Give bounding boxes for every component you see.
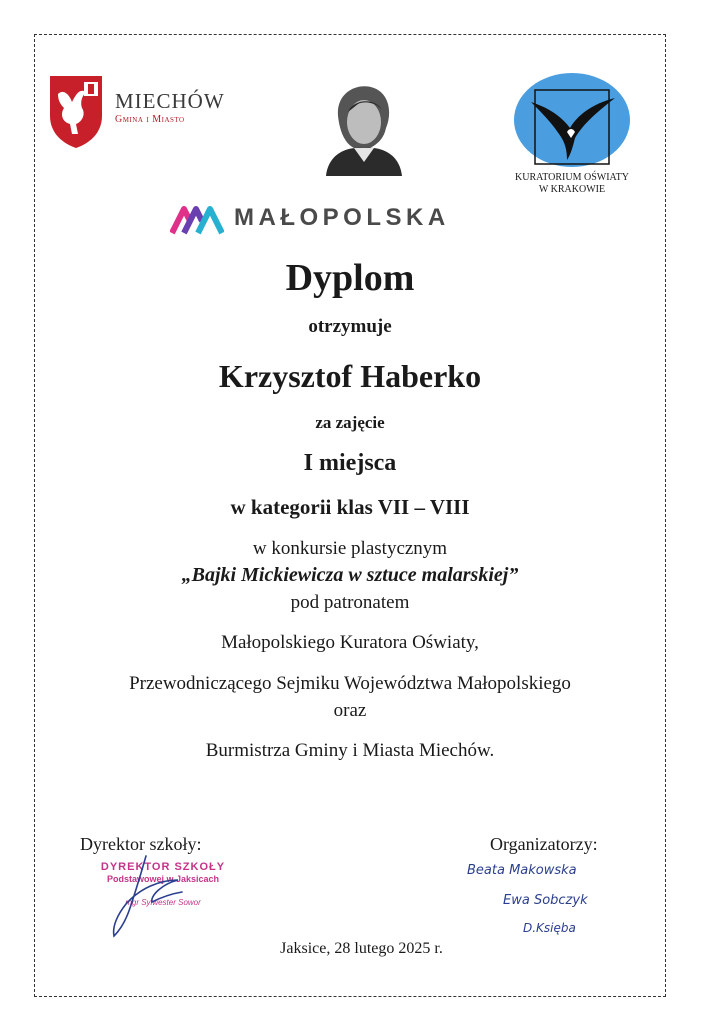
stamp-school: Podstawowej w Jaksicach	[106, 874, 220, 884]
miechow-coat-of-arms-icon	[48, 74, 104, 150]
organizer-signature-2: Ewa Sobczyk	[503, 893, 588, 908]
director-label: Dyrektor szkoły:	[80, 834, 202, 854]
miechow-subtitle: Gmina i Miasto	[115, 114, 185, 125]
organizer-signature-1: Beata Makowska	[467, 863, 577, 878]
recipient-name: Krzysztof Haberko	[218, 358, 482, 394]
place-text: I miejsca	[303, 450, 397, 476]
kuratorium-name	[500, 172, 644, 196]
patron-sejmik: Przewodniczącego Sejmiku Województwa Małopolskiego	[129, 673, 571, 694]
kuratorium-line-1: KURATORIUM OŚWIATY	[515, 172, 629, 183]
diploma-title: Dyplom	[285, 257, 415, 299]
malopolska-wordmark: MAŁOPOLSKA	[234, 204, 450, 231]
organizers-label: Organizatorzy:	[490, 834, 598, 854]
and-text: oraz	[333, 700, 367, 721]
date-place: Jaksice, 28 lutego 2025 r.	[280, 940, 443, 957]
receives-label: otrzymuje	[308, 316, 392, 337]
kuratorium-line-2: W KRAKOWIE	[538, 184, 606, 195]
contest-title: „Bajki Mickiewicza w sztuce malarskiej”	[181, 564, 519, 586]
for-label: za zajęcie	[315, 413, 385, 432]
stamp-title: DYREKTOR SZKOŁY	[100, 861, 226, 873]
patron-kurator: Małopolskiego Kuratora Oświaty,	[221, 632, 479, 653]
stamp-director-name: mgr Sylwester Sowor	[125, 898, 201, 907]
miechow-title-block	[115, 90, 225, 125]
mickiewicz-portrait-icon	[318, 78, 406, 176]
patron-burmistrz: Burmistrza Gminy i Miasta Miechów.	[205, 740, 495, 761]
organizer-signature-3: D.Księba	[523, 921, 576, 935]
organizers-signatures	[465, 858, 665, 938]
patronage-intro: pod patronatem	[290, 592, 410, 613]
category-text: w kategorii klas VII – VIII	[230, 495, 470, 519]
kuratorium-swallow-logo-icon	[513, 72, 631, 168]
director-signature	[90, 850, 230, 940]
miechow-name: MIECHÓW	[115, 89, 225, 113]
contest-intro: w konkursie plastycznym	[252, 538, 448, 559]
malopolska-logo-icon	[170, 205, 224, 235]
